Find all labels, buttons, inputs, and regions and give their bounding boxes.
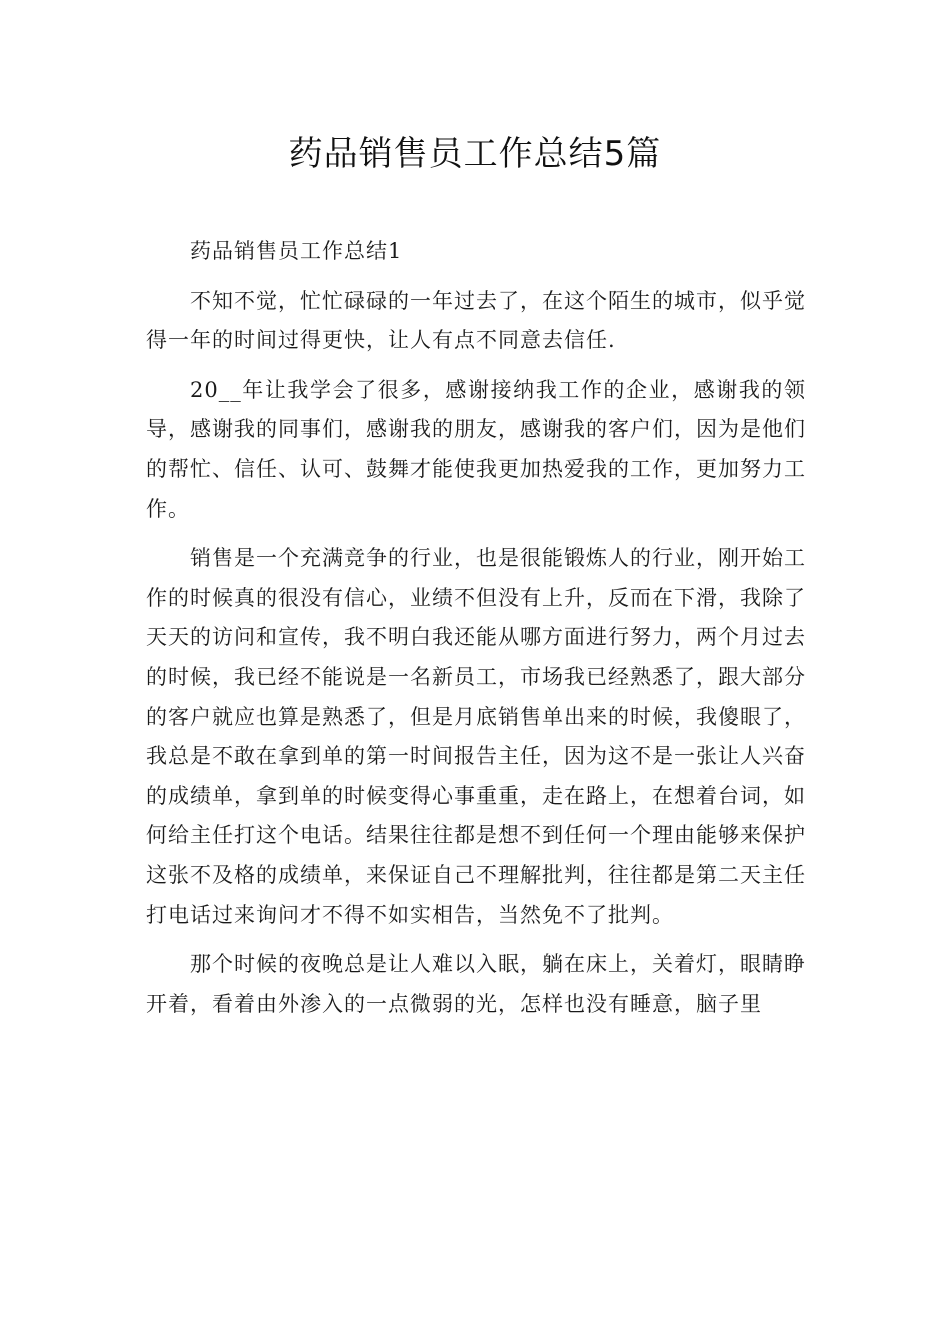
paragraph-1: 不知不觉，忙忙碌碌的一年过去了，在这个陌生的城市，似乎觉得一年的时间过得更快，让人有点不同意去信任.: [146, 288, 806, 353]
paragraph-4: 那个时候的夜晚总是让人难以入眠，躺在床上，关着灯，眼睛睁开着，看着由外渗入的一点微弱的光，怎样也没有睡意，脑子里: [146, 952, 806, 1016]
paragraph-2: 20__年让我学会了很多，感谢接纳我工作的企业，感谢我的领导，感谢我的同事们，感谢我的朋友，感谢我的客户们，因为是他们的帮忙、信任、认可、鼓舞才能使我更加热爱我的工作，更加努力工作。: [146, 377, 806, 521]
document-body: [146, 232, 806, 1034]
document-title: 药品销售员工作总结5篇: [288, 134, 662, 174]
section-subheading: 药品销售员工作总结1: [190, 239, 403, 263]
paragraph-3: 销售是一个充满竞争的行业，也是很能锻炼人的行业，刚开始工作的时候真的很没有信心，业绩不但没有上升，反而在下滑，我除了天天的访问和宣传，我不明白我还能从哪方面进行努力，两个月过去的时候，我已经不能说是一名新员工，市场我已经熟悉了，跟大部分的客户就应也算是熟悉了，但是月底销售单出来的时候，我傻眼了，我总是不敢在拿到单的第一时间报告主任，因为这不是一张让人兴奋的成绩单，拿到单的时候变得心事重重，走在路上，在想着台词，如何给主任打这个电话。结果往往都是想不到任何一个理由能够来保护这张不及格的成绩单，来保证自己不理解批判，往往都是第二天主任打电话过来询问才不得不如实相告，当然免不了批判。: [146, 546, 806, 927]
